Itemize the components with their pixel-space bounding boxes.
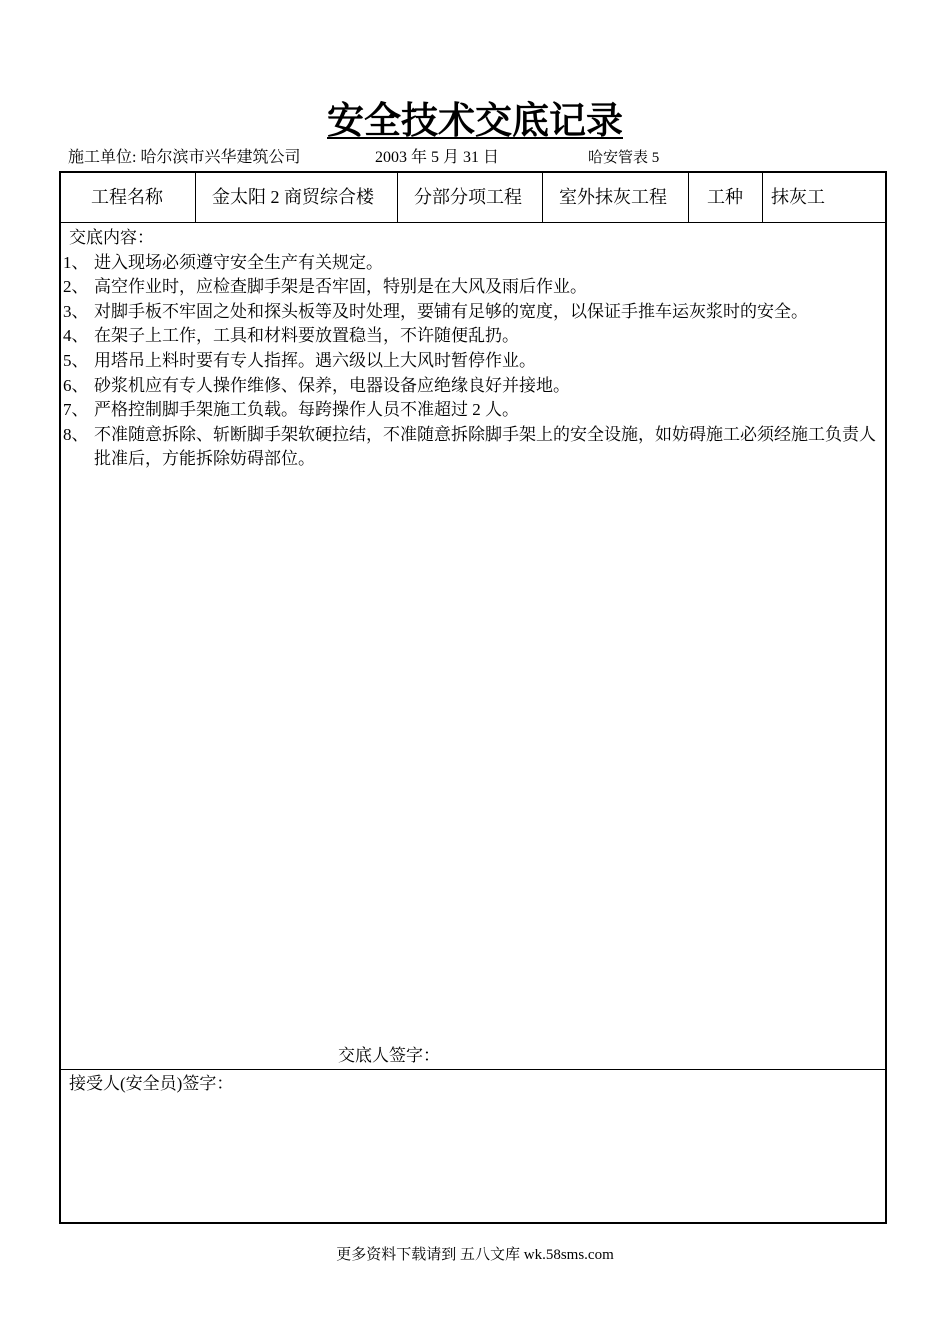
record-date: 2003 年 5 月 31 日 — [375, 149, 500, 166]
item-text: 进入现场必须遵守安全生产有关规定。 — [94, 252, 383, 272]
document-title-text: 安全技术交底记录 — [327, 101, 623, 142]
item-text: 对脚手板不牢固之处和探头板等及时处理，要铺有足够的宽度，以保证手推车运灰浆时的安全。 — [94, 301, 808, 321]
receiver-signature-label: 接受人(安全员)签字： — [69, 1074, 234, 1093]
sub-project-value: 室外抹灰工程 — [542, 173, 667, 222]
project-name-label: 工程名称 — [91, 187, 163, 207]
disclosure-content — [63, 226, 881, 472]
item-number: 8、 — [63, 424, 89, 444]
record-form — [59, 171, 887, 1224]
list-item — [63, 251, 881, 276]
form-code: 哈安管表 5 — [588, 150, 660, 166]
item-number: 6、 — [63, 375, 89, 395]
document-title — [0, 98, 950, 146]
item-text: 高空作业时，应检查脚手架是否牢固，特别是在大风及雨后作业。 — [94, 277, 587, 297]
list-item — [63, 398, 881, 423]
item-number: 4、 — [63, 326, 89, 346]
item-text: 严格控制脚手架施工负载。每跨操作人员不准超过 2 人。 — [94, 400, 519, 420]
item-number: 2、 — [63, 277, 89, 297]
item-text: 用塔吊上料时要有专人指挥。遇六级以上大风时暂停作业。 — [94, 350, 536, 370]
footer-text: 更多资料下载请到 五八文库 wk.58sms.com — [336, 1247, 614, 1263]
item-text: 砂浆机应有专人操作维修、保养，电器设备应绝缘良好并接地。 — [94, 375, 570, 395]
list-item — [63, 275, 881, 300]
list-item — [63, 300, 881, 325]
trade-value: 抹灰工 — [762, 173, 825, 222]
list-item — [63, 374, 881, 399]
list-item — [63, 423, 881, 472]
item-number: 1、 — [63, 252, 89, 272]
item-text: 不准随意拆除、斩断脚手架软硬拉结，不准随意拆除脚手架上的安全设施，如妨碍施工必须经施工负责人批准后，方能拆除妨碍部位。 — [94, 424, 876, 469]
content-heading: 交底内容： — [69, 228, 154, 247]
project-info-row — [61, 173, 885, 223]
list-item — [63, 324, 881, 349]
discloser-signature-label: 交底人签字： — [338, 1046, 440, 1065]
item-number: 7、 — [63, 400, 89, 420]
project-name-value: 金太阳 2 商贸综合楼 — [195, 173, 374, 222]
trade-label: 工种 — [688, 173, 743, 222]
section-divider — [61, 1069, 885, 1070]
item-number: 5、 — [63, 350, 89, 370]
construction-unit: 施工单位: 哈尔滨市兴华建筑公司 — [68, 149, 301, 166]
item-text: 在架子上工作，工具和材料要放置稳当，不许随便乱扔。 — [94, 326, 519, 346]
list-item — [63, 349, 881, 374]
sub-project-label: 分部分项工程 — [397, 173, 522, 222]
item-number: 3、 — [63, 301, 89, 321]
